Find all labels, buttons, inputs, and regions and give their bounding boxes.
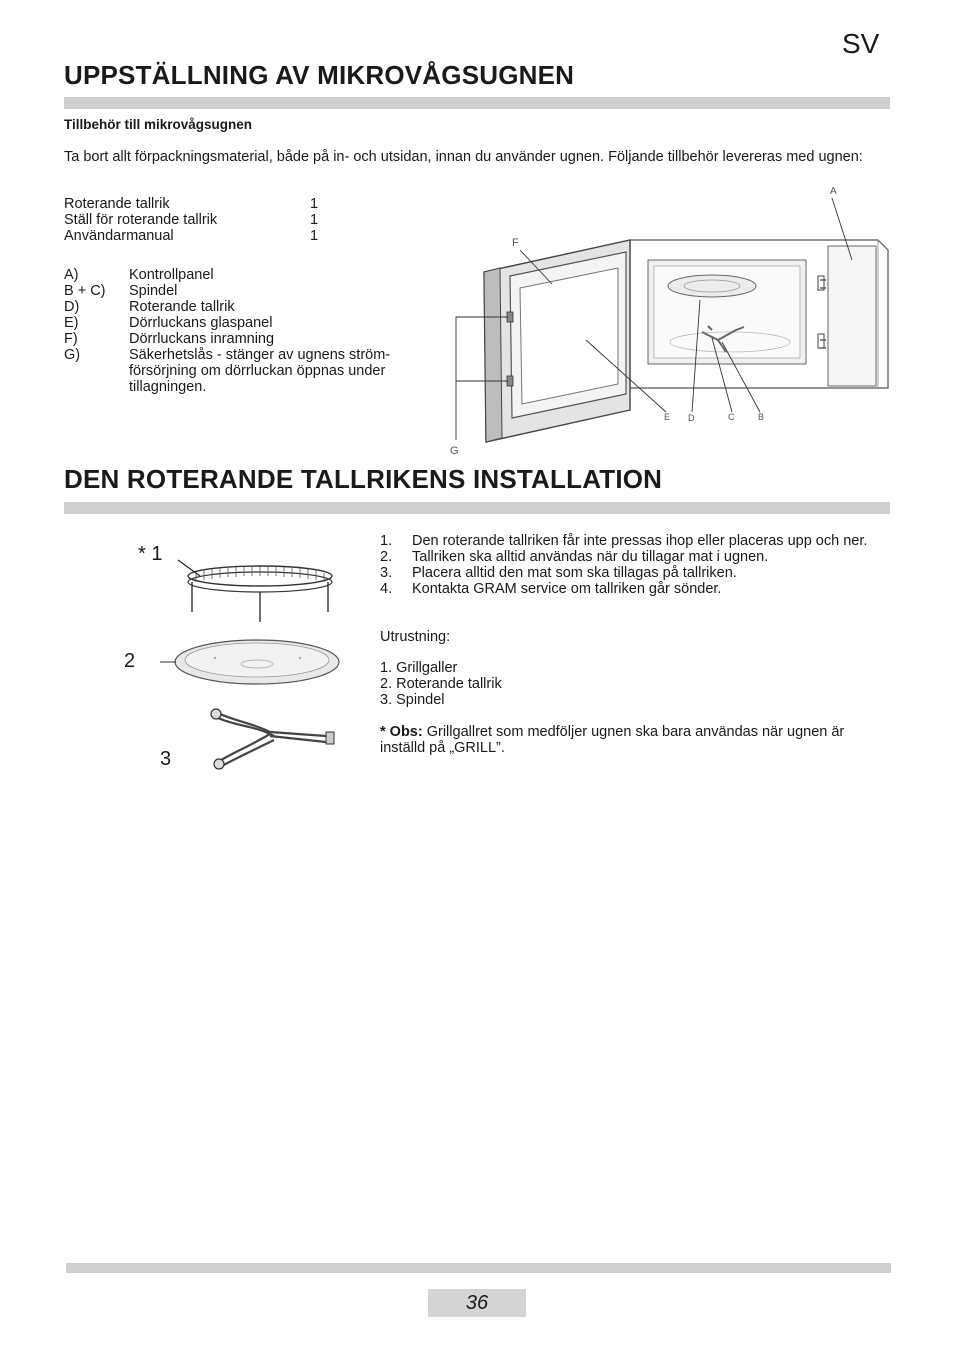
accessories-list (64, 196, 364, 246)
accessory-item: Användarmanual 1 (64, 228, 319, 244)
section-title-installation: DEN ROTERANDE TALLRIKENS INSTALLATION (64, 464, 663, 494)
grill-note (380, 724, 880, 756)
note-text: Grillgallret som medföljer ugnen ska bara användas när ugnen är inställd på „GRILL”. (380, 724, 845, 756)
section-title-setup: UPPSTÄLLNING AV MIKROVÅGSUGNEN (64, 60, 575, 90)
equipment-heading: Utrustning: (380, 629, 451, 645)
parts-list: A) Kontrollpanel B + C) Spindel D) Roterande tallrik E) Dörrluckans glaspanel F) Dörrluckans inramning G) Säkerhetslås - stänger av ugnens ström- försörjning om dörrluckan öppnas under tillagningen. (64, 267, 391, 395)
label-a: A (830, 186, 837, 197)
footer-divider (66, 1263, 891, 1273)
figure-label-1: * 1 (138, 543, 163, 565)
label-d: D (688, 413, 695, 423)
equipment-item: 1. Grillgaller (380, 660, 458, 676)
step-item: 2. Tallriken ska alltid användas när du tillagar mat i ugnen. (380, 549, 769, 565)
label-f: F (512, 237, 519, 249)
label-c: C (728, 412, 735, 422)
step-item: 1. Den roterande tallriken får inte pressas ihop eller placeras upp och ner. (380, 533, 868, 549)
accessory-item: Ställ för roterande tallrik 1 (64, 212, 319, 228)
turntable-figure (120, 536, 360, 776)
note-label: * Obs: (380, 724, 423, 740)
installation-steps (380, 533, 892, 597)
section-divider (64, 502, 890, 514)
label-g: G (450, 445, 459, 457)
accessory-item: Roterande tallrik 1 (64, 196, 319, 212)
equipment-item: 2. Roterande tallrik (380, 676, 502, 692)
microwave-diagram (440, 180, 900, 462)
label-e: E (664, 412, 671, 422)
intro-paragraph: Ta bort allt förpackningsmaterial, både på in- och utsidan, innan du använder ugnen. Följande tillbehör levereras med ugnen: (64, 149, 863, 165)
figure-label-2: 2 (124, 650, 136, 672)
figure-label-3: 3 (160, 748, 172, 770)
language-code: SV (842, 28, 880, 59)
step-item: 3. Placera alltid den mat som ska tillagas på tallriken. (380, 565, 737, 581)
accessories-heading: Tillbehör till mikrovågsugnen (64, 117, 253, 132)
page-number: 36 (428, 1289, 526, 1317)
section-divider (64, 97, 890, 109)
step-item: 4. Kontakta GRAM service om tallriken går sönder. (380, 581, 722, 597)
label-b: B (758, 412, 765, 422)
equipment-item: 3. Spindel (380, 692, 445, 708)
